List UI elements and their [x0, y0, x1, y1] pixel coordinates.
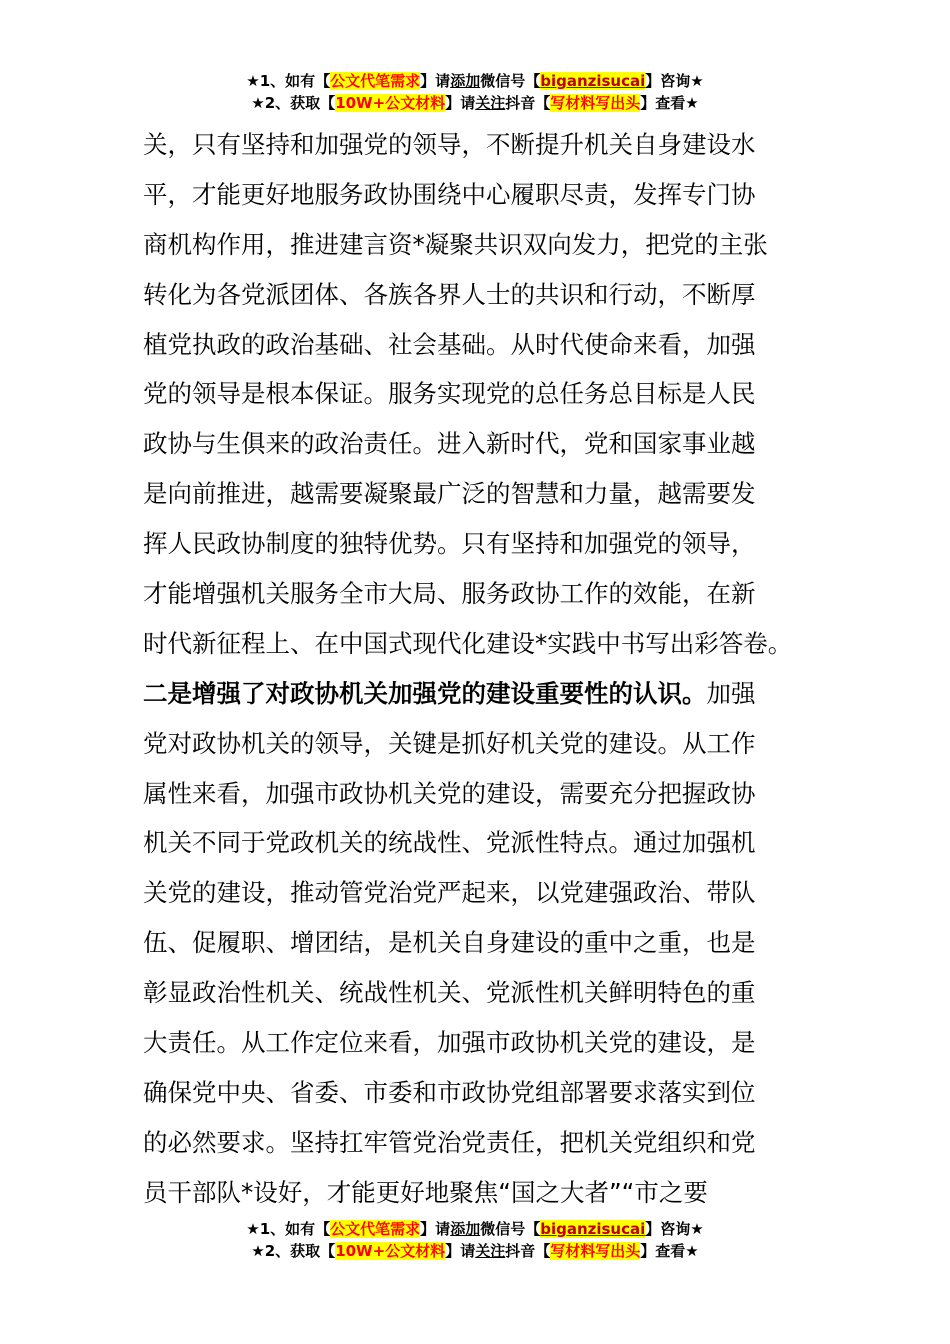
banner-text: 】咨询★ — [645, 72, 704, 90]
paragraph-line: 伍、促履职、增团结，是机关自身建设的重中之重，也是 — [143, 928, 756, 958]
banner-text: 抖音【 — [505, 94, 551, 112]
banner-text: 】查看★ — [640, 1242, 699, 1260]
highlight-text: 公文代笔需求 — [330, 72, 421, 90]
banner-line-2 — [0, 1240, 950, 1262]
paragraph-line: 挥人民政协制度的独特优势。只有坚持和加强党的领导， — [143, 529, 756, 559]
paragraph-line: 党对政协机关的领导，关键是抓好机关党的建设。从工作 — [143, 728, 756, 758]
paragraph-line: 关党的建设，推动管党治党严起来，以党建强政治、带队 — [143, 878, 756, 908]
banner-text: 】请 — [445, 94, 476, 112]
banner-text: ★2、获取【 — [251, 94, 336, 112]
underlined-text: 添加 — [450, 72, 481, 90]
header-banner — [0, 70, 950, 114]
section-heading: 二是增强了对政协机关加强党的建设重要性的认识。 — [143, 678, 707, 708]
section-heading-line — [143, 669, 843, 719]
highlight-text: 写材料写出头 — [550, 1242, 641, 1260]
paragraph-line: 的必然要求。坚持扛牢管党治党责任，把机关党组织和党 — [143, 1127, 756, 1157]
banner-text: 微信号【 — [480, 72, 541, 90]
banner-text: 】请 — [420, 72, 451, 90]
banner-text: 微信号【 — [480, 1220, 541, 1238]
highlight-text: 10W+公文材料 — [335, 94, 446, 112]
banner-text: 】查看★ — [640, 94, 699, 112]
paragraph-line: 属性来看，加强市政协机关党的建设，需要充分把握政协 — [143, 778, 756, 808]
paragraph-line: 转化为各党派团体、各族各界人士的共识和行动，不断厚 — [143, 279, 756, 309]
paragraph-line: 大责任。从工作定位来看，加强市政协机关党的建设，是 — [143, 1028, 756, 1058]
paragraph-line: 关，只有坚持和加强党的领导，不断提升机关自身建设水 — [143, 130, 756, 159]
footer-banner — [0, 1218, 950, 1262]
paragraph-line: 时代新征程上、在中国式现代化建设*实践中书写出彩答卷。 — [143, 628, 793, 658]
paragraph-line: 植党执政的政治基础、社会基础。从时代使命来看，加强 — [143, 329, 756, 359]
underlined-text: 关注 — [475, 1242, 506, 1260]
banner-text: 】请 — [420, 1220, 451, 1238]
highlight-text: 公文代笔需求 — [330, 1220, 421, 1238]
banner-text: ★1、如有【 — [246, 72, 331, 90]
paragraph-line: 确保党中央、省委、市委和市政协党组部署要求落实到位 — [143, 1077, 756, 1107]
paragraph-line: 才能增强机关服务全市大局、服务政协工作的效能，在新 — [143, 579, 756, 609]
highlight-text: 写材料写出头 — [550, 94, 641, 112]
paragraph-line: 机关不同于党政机关的统战性、党派性特点。通过加强机 — [143, 828, 756, 858]
banner-text: ★1、如有【 — [246, 1220, 331, 1238]
wechat-id-link[interactable]: biganzisucai — [540, 72, 646, 90]
wechat-id-link[interactable]: biganzisucai — [540, 1220, 646, 1238]
paragraph-line: 员干部队*设好，才能更好地聚焦“国之大者”“市之要 — [143, 1177, 708, 1207]
banner-line-2 — [0, 92, 950, 114]
paragraph-line: 商机构作用，推进建言资*凝聚共识双向发力，把党的主张 — [143, 229, 768, 259]
banner-text: ★2、获取【 — [251, 1242, 336, 1260]
highlight-text: 10W+公文材料 — [335, 1242, 446, 1260]
banner-line-1 — [0, 70, 950, 92]
paragraph-line: 党的领导是根本保证。服务实现党的总任务总目标是人民 — [143, 379, 756, 409]
banner-text: 】咨询★ — [645, 1220, 704, 1238]
paragraph-line: 彰显政治性机关、统战性机关、党派性机关鲜明特色的重 — [143, 978, 756, 1008]
underlined-text: 添加 — [450, 1220, 481, 1238]
paragraph-line: 是向前推进，越需要凝聚最广泛的智慧和力量，越需要发 — [143, 479, 756, 509]
banner-line-1 — [0, 1218, 950, 1240]
banner-text: 抖音【 — [505, 1242, 551, 1260]
paragraph-line: 平，才能更好地服务政协围绕中心履职尽责，发挥专门协 — [143, 179, 756, 209]
document-body — [143, 120, 843, 1218]
paragraph-text: 加强 — [706, 678, 756, 708]
paragraph-line: 政协与生俱来的政治责任。进入新时代，党和国家事业越 — [143, 429, 756, 459]
banner-text: 】请 — [445, 1242, 476, 1260]
underlined-text: 关注 — [475, 94, 506, 112]
